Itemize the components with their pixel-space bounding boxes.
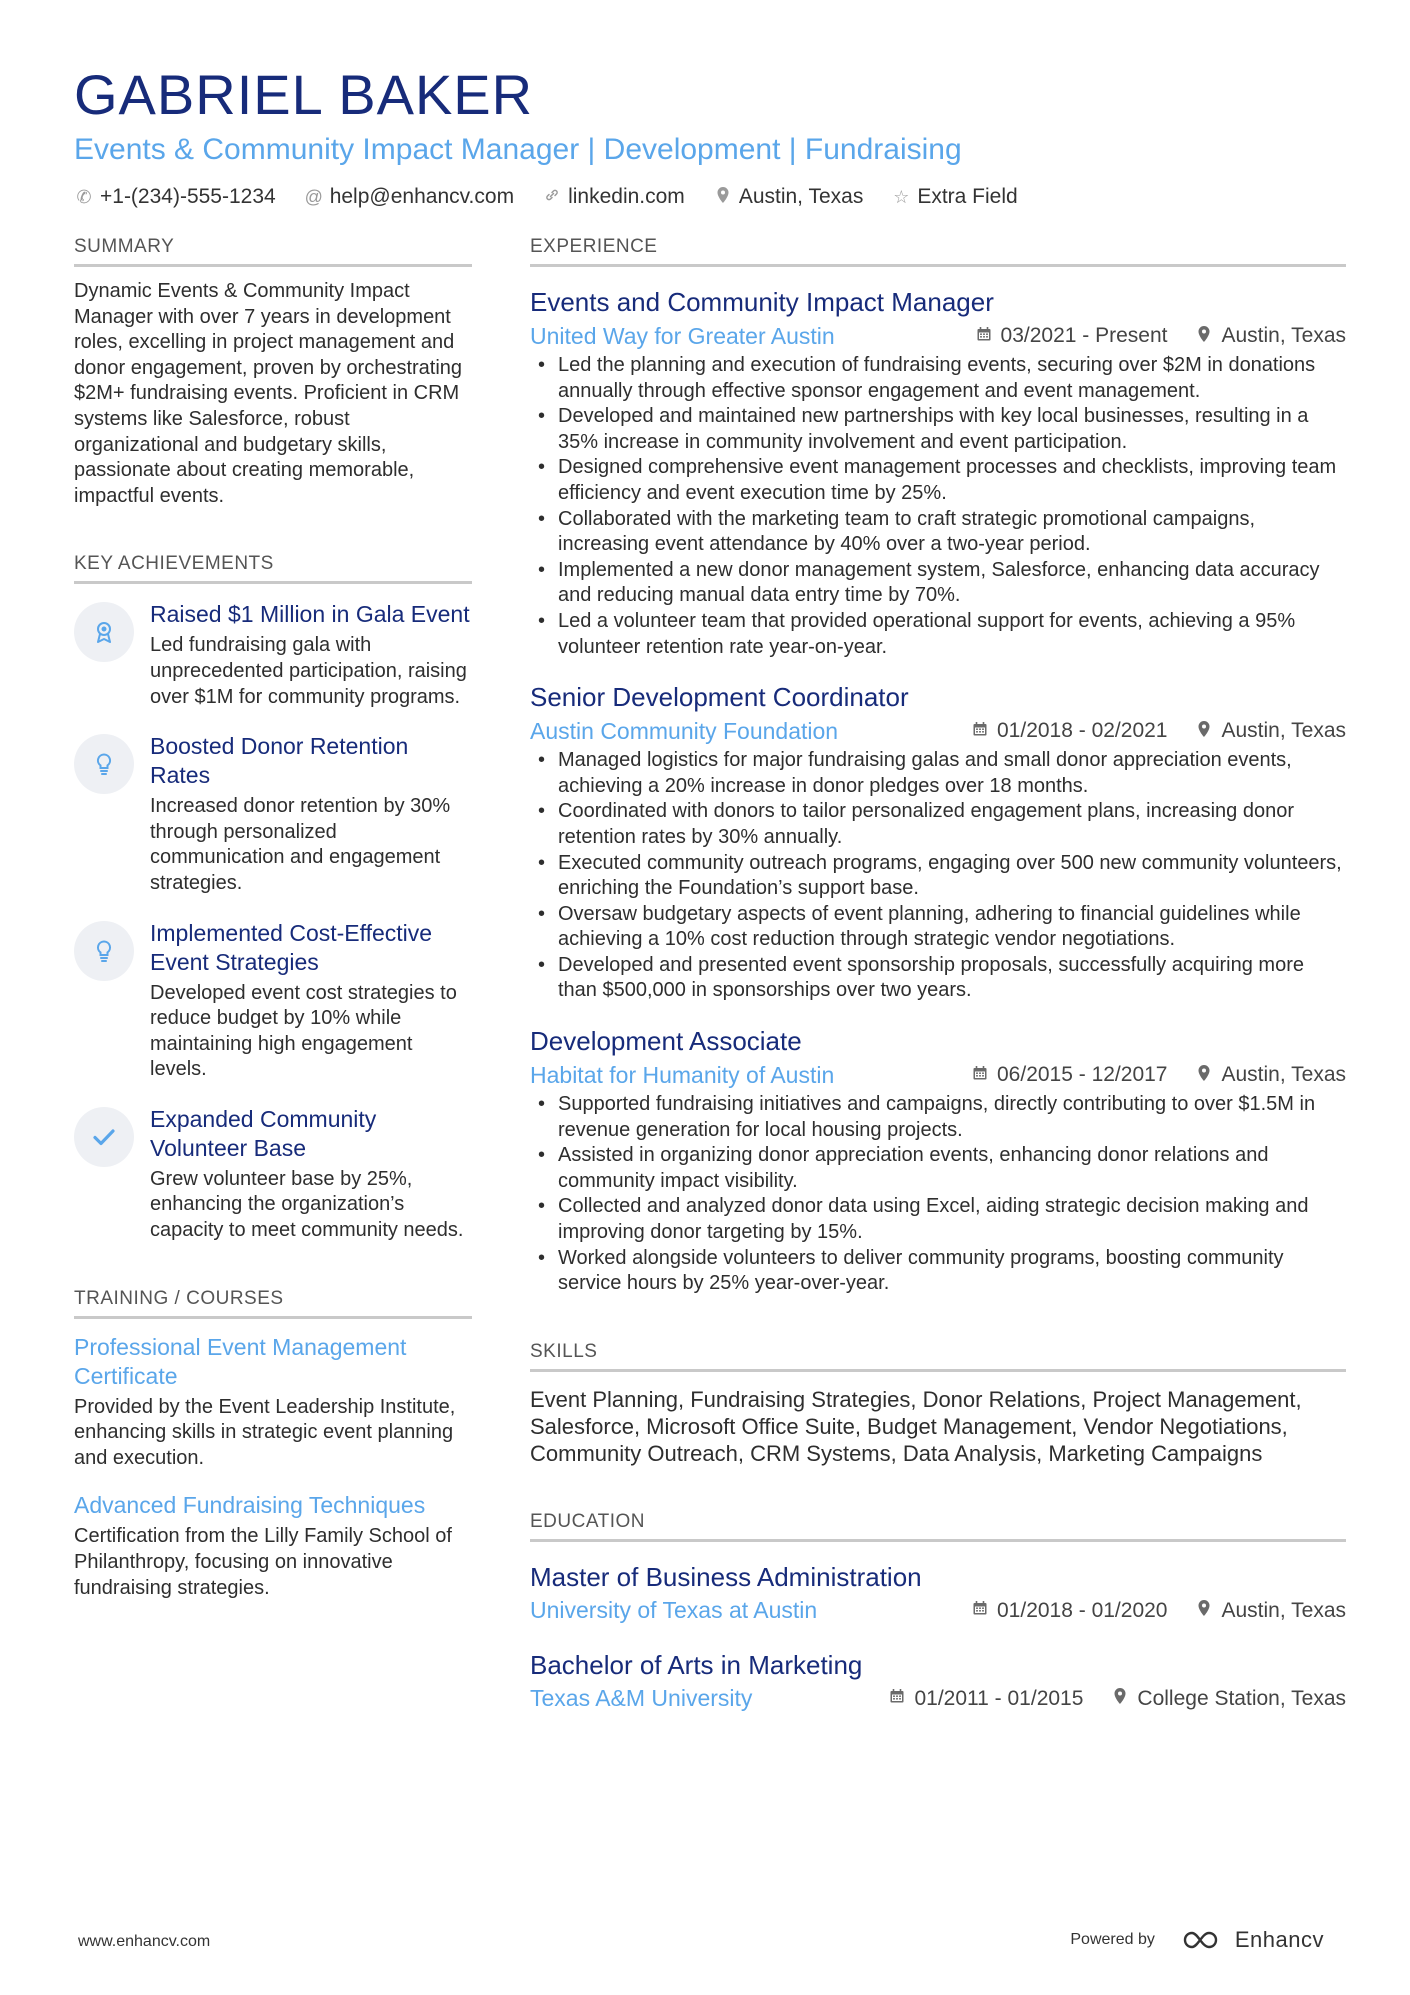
- education-heading: EDUCATION: [530, 1511, 1346, 1542]
- job-bullets: [530, 353, 1346, 660]
- enhancv-logo[interactable]: [1181, 1927, 1324, 1953]
- job-entry: [530, 285, 1346, 660]
- job-meta-right: [975, 324, 1346, 348]
- achievement-item: [74, 1105, 472, 1244]
- summary-heading: SUMMARY: [74, 236, 472, 267]
- job-bullets: [530, 748, 1346, 1004]
- education-location-text: Austin, Texas: [1221, 1598, 1346, 1622]
- contact-extra-text: Extra Field: [917, 185, 1018, 208]
- link-icon: [542, 187, 562, 208]
- achievement-body: [150, 600, 472, 710]
- job-bullet: • Led the planning and execution of fundraising events, securing over $2M in donations annually through effective sponsor engagement and event management.: [530, 353, 1346, 404]
- job-dates: [971, 719, 1167, 743]
- achievements-section: [74, 553, 472, 1243]
- education-entry: [530, 1648, 1346, 1714]
- job-bullet: • Worked alongside volunteers to deliver community programs, boosting community service hours by 25% year-over-year.: [530, 1246, 1346, 1297]
- education-meta: [530, 1684, 1346, 1714]
- job-meta-right: [971, 719, 1346, 743]
- achievement-body: [150, 1105, 472, 1244]
- achievement-desc: Developed event cost strategies to reduce budget by 10% while maintaining high engagement levels.: [150, 981, 457, 1081]
- experience-section: [530, 236, 1346, 1297]
- course-item: [74, 1491, 472, 1601]
- job-bullet: • Executed community outreach programs, engaging over 500 new community volunteers, enriching the Foundation’s support base.: [530, 851, 1346, 902]
- contact-linkedin-text: linkedin.com: [568, 185, 685, 208]
- job-bullet: • Managed logistics for major fundraising galas and small donor appreciation events, achieving a 20% increase in donor pledges over 18 months.: [530, 748, 1346, 799]
- contact-location: [713, 185, 864, 209]
- education-location-text: College Station, Texas: [1137, 1686, 1346, 1710]
- achievement-title: Expanded Community Volunteer Base: [150, 1105, 377, 1161]
- calendar-icon: [975, 326, 993, 347]
- summary-text: Dynamic Events & Community Impact Manager with over 7 years in development roles, excelling in project management and donor engagement, proven by orchestrating $2M+ fundraising events. Proficient in CRM systems like Salesforce, robust organizational and budgetary skills, passionate about creating memorable, impactful events.: [74, 280, 463, 507]
- phone-icon: ✆: [76, 186, 92, 207]
- job-bullet: • Designed comprehensive event management processes and checklists, improving team efficiency and event execution time by 25%.: [530, 455, 1346, 506]
- star-icon: ☆: [893, 186, 910, 207]
- course-title: Advanced Fundraising Techniques: [74, 1492, 426, 1519]
- education-dates: [971, 1599, 1167, 1623]
- contact-phone[interactable]: [74, 185, 276, 209]
- job-location: [1195, 1063, 1346, 1087]
- education-location: [1195, 1599, 1346, 1623]
- at-icon: @: [304, 186, 323, 207]
- job-dates-text: 03/2021 - Present: [1000, 324, 1168, 347]
- job-dates-text: 01/2018 - 02/2021: [997, 719, 1168, 743]
- job-bullet: • Led a volunteer team that provided operational support for events, achieving a 95% volunteer retention rate year-on-year.: [530, 609, 1346, 660]
- achievement-item: [74, 600, 472, 710]
- contact-bar: [74, 182, 1344, 212]
- education-section: [530, 1511, 1346, 1714]
- skills-heading: SKILLS: [530, 1341, 1346, 1372]
- location-pin-icon: [1111, 1687, 1129, 1710]
- education-degree: Master of Business Administration: [530, 1561, 922, 1592]
- achievement-desc: Increased donor retention by 30% through personalized communication and engagement strategies.: [150, 795, 451, 894]
- left-column: [74, 236, 472, 1635]
- job-bullet: • Collaborated with the marketing team to craft strategic promotional campaigns, increasing event attendance by 40% over a two-year period.: [530, 507, 1346, 558]
- course-title: Professional Event Management Certificate: [74, 1333, 407, 1389]
- job-location: [1195, 719, 1346, 743]
- job-bullet: • Assisted in organizing donor appreciation events, enhancing donor relations and community impact visibility.: [530, 1143, 1346, 1194]
- job-entry: [530, 1024, 1346, 1297]
- job-bullet: • Implemented a new donor management system, Salesforce, enhancing data accuracy and reducing manual data entry time by 70%.: [530, 558, 1346, 609]
- experience-heading: EXPERIENCE: [530, 236, 1346, 267]
- education-meta: [530, 1596, 1346, 1626]
- achievement-desc: Led fundraising gala with unprecedented participation, raising over $1M for community programs.: [150, 634, 467, 708]
- skills-text: Event Planning, Fundraising Strategies, Donor Relations, Project Management, Salesforce, Microsoft Office Suite, Budget Management, Vendor Negotiations, Community Outreach, CRM Systems, Data Analysis, Marketing Campaigns: [530, 1386, 1302, 1466]
- education-dates-text: 01/2018 - 01/2020: [997, 1598, 1168, 1622]
- training-heading: TRAINING / COURSES: [74, 1288, 472, 1319]
- award-ribbon-icon: [74, 602, 134, 662]
- location-pin-icon: [1195, 1599, 1213, 1622]
- summary-section: [74, 236, 472, 509]
- job-title: Development Associate: [530, 1026, 802, 1057]
- job-location-text: Austin, Texas: [1221, 1063, 1346, 1087]
- location-pin-icon: [1195, 1064, 1213, 1087]
- contact-email-text: help@enhancv.com: [329, 185, 515, 208]
- job-company: Habitat for Humanity of Austin: [530, 1061, 835, 1088]
- checkmark-icon: [74, 1107, 134, 1167]
- enhancv-logo-text: Enhancv: [1234, 1927, 1324, 1952]
- job-bullet: • Collected and analyzed donor data using Excel, aiding strategic decision making and improving donor targeting by 15%.: [530, 1194, 1346, 1245]
- job-bullet: • Developed and presented event sponsorship proposals, successfully acquiring more than $500,000 in sponsorships over two years.: [530, 953, 1346, 1004]
- lightbulb-icon: [74, 734, 134, 794]
- course-desc: Provided by the Event Leadership Institute, enhancing skills in strategic event planning and execution.: [74, 1395, 456, 1469]
- achievement-item: [74, 732, 472, 896]
- education-dates-text: 01/2011 - 01/2015: [914, 1686, 1084, 1710]
- job-title: Events and Community Impact Manager: [530, 287, 994, 317]
- contact-extra: [891, 185, 1017, 209]
- job-company: Austin Community Foundation: [530, 717, 839, 744]
- right-column: [530, 236, 1346, 1748]
- education-meta-right: [888, 1687, 1346, 1711]
- job-dates: [971, 1063, 1167, 1087]
- job-bullet: • Oversaw budgetary aspects of event planning, adhering to financial guidelines while achieving a 10% cost reduction through strategic vendor negotiations.: [530, 902, 1346, 953]
- contact-location-text: Austin, Texas: [738, 185, 864, 208]
- contact-linkedin[interactable]: [542, 185, 685, 209]
- education-dates: [888, 1687, 1083, 1711]
- location-pin-icon: [1195, 325, 1213, 348]
- achievement-body: [150, 732, 472, 896]
- education-school: Texas A&M University: [530, 1685, 753, 1712]
- footer-branding: [1070, 1927, 1324, 1953]
- achievement-title: Implemented Cost-Effective Event Strategies: [150, 919, 433, 975]
- course-desc: Certification from the Lilly Family School of Philanthropy, focusing on innovative fundraising strategies.: [74, 1525, 452, 1599]
- page-footer: [0, 1925, 1410, 1965]
- skills-section: [530, 1341, 1346, 1467]
- job-dates: [975, 324, 1168, 348]
- job-company: United Way for Greater Austin: [530, 322, 835, 349]
- footer-website-link[interactable]: www.enhancv.com: [78, 1933, 211, 1950]
- job-entry: [530, 680, 1346, 1004]
- calendar-icon: [971, 1065, 989, 1086]
- lightbulb-icon: [74, 921, 134, 981]
- resume-header: [74, 62, 1344, 212]
- education-degree: Bachelor of Arts in Marketing: [530, 1649, 863, 1680]
- location-pin-icon: [1195, 720, 1213, 743]
- candidate-headline: Events & Community Impact Manager | Development | Fundraising: [74, 133, 962, 166]
- job-meta: [530, 321, 1346, 351]
- job-meta: [530, 1060, 1346, 1090]
- achievement-body: [150, 919, 472, 1083]
- course-item: [74, 1333, 472, 1472]
- education-school: University of Texas at Austin: [530, 1597, 818, 1624]
- calendar-icon: [888, 1688, 906, 1709]
- job-meta: [530, 716, 1346, 746]
- achievement-title: Boosted Donor Retention Rates: [150, 733, 409, 789]
- job-dates-text: 06/2015 - 12/2017: [997, 1063, 1168, 1087]
- contact-email[interactable]: [304, 185, 514, 209]
- achievements-heading: KEY ACHIEVEMENTS: [74, 553, 472, 584]
- location-pin-icon: [713, 186, 733, 209]
- training-section: [74, 1288, 472, 1602]
- job-title: Senior Development Coordinator: [530, 682, 909, 713]
- job-meta-right: [971, 1063, 1346, 1087]
- job-location-text: Austin, Texas: [1221, 324, 1346, 347]
- education-meta-right: [971, 1599, 1346, 1623]
- job-bullet: • Supported fundraising initiatives and campaigns, directly contributing to over $1.5M in revenue generation for local housing projects.: [530, 1092, 1346, 1143]
- powered-by-label: Powered by: [1070, 1931, 1155, 1948]
- enhancv-logo-icon: [1181, 1928, 1227, 1952]
- job-location-text: Austin, Texas: [1221, 719, 1346, 743]
- candidate-name: GABRIEL BAKER: [74, 63, 534, 126]
- achievement-title: Raised $1 Million in Gala Event: [150, 601, 470, 628]
- job-bullet: • Coordinated with donors to tailor personalized engagement plans, increasing donor retention rates by 30% annually.: [530, 799, 1346, 850]
- job-bullets: [530, 1092, 1346, 1297]
- job-bullet: • Developed and maintained new partnerships with key local businesses, resulting in a 35% increase in community involvement and event participation.: [530, 404, 1346, 455]
- calendar-icon: [971, 1600, 989, 1621]
- achievement-item: [74, 919, 472, 1083]
- achievement-desc: Grew volunteer base by 25%, enhancing the organization’s capacity to meet community needs.: [150, 1167, 464, 1242]
- education-location: [1111, 1687, 1346, 1711]
- education-entry: [530, 1560, 1346, 1626]
- job-location: [1195, 324, 1346, 348]
- contact-phone-text: +1-(234)-555-1234: [100, 185, 276, 208]
- calendar-icon: [971, 721, 989, 742]
